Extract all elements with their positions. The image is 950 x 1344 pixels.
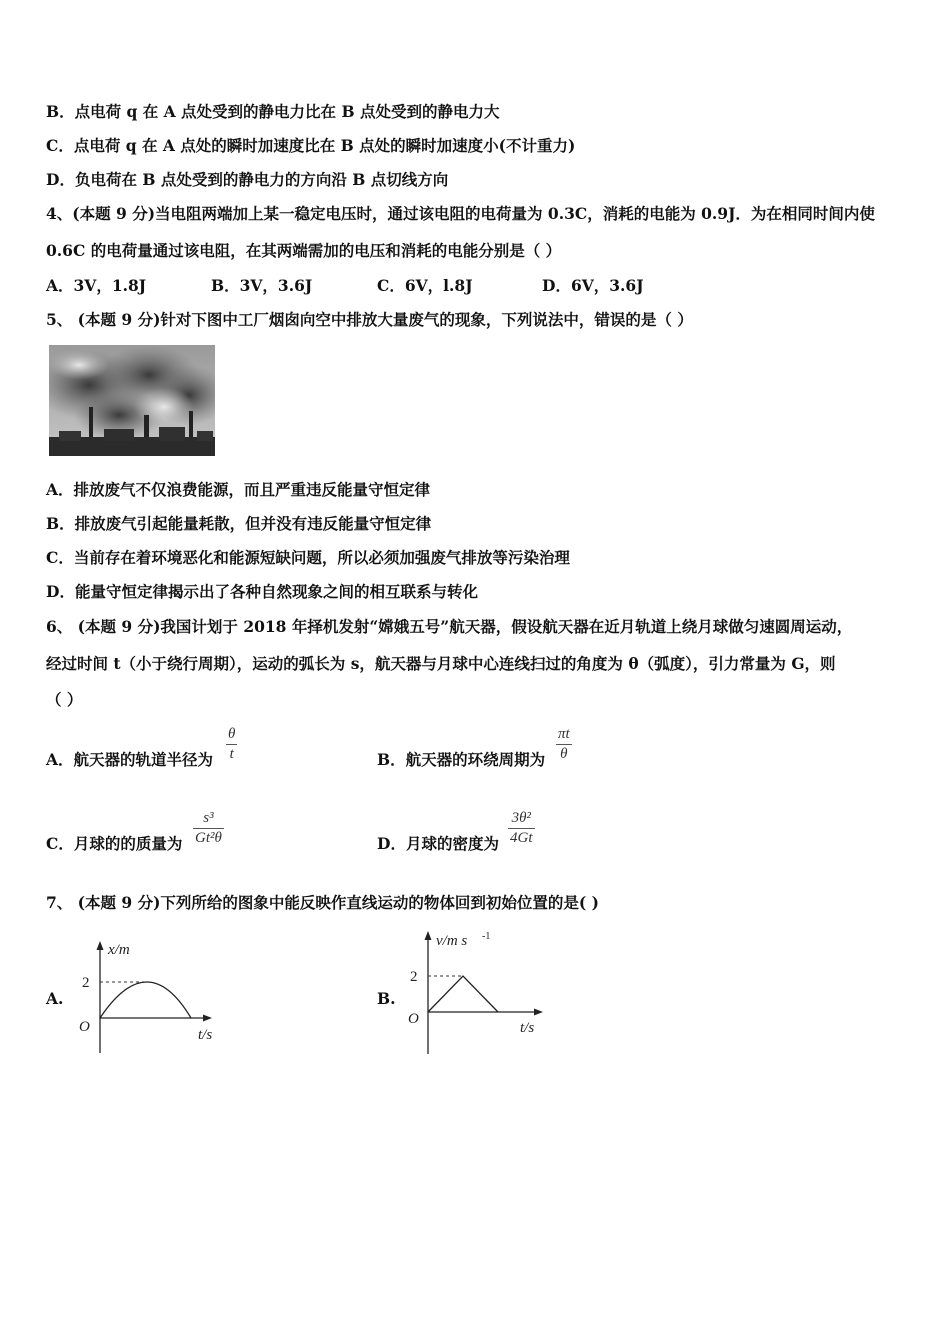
q7-option-b-graph [400, 926, 550, 1058]
q6-option-a-fraction [226, 726, 237, 763]
tick-label: 2 [82, 975, 90, 991]
q7-option-a-graph [70, 938, 230, 1060]
x-axis-arrow-icon [534, 1009, 543, 1016]
q3-option-b: B．点电荷 q 在 A 点处受到的静电力比在 B 点处受到的静电力大 [46, 102, 500, 121]
q5-option-a: A．排放废气不仅浪费能源，而且严重违反能量守恒定律 [46, 480, 431, 499]
q6-option-c-fraction [193, 810, 224, 847]
q5-option-c: C．当前存在着环境恶化和能源短缺问题，所以必须加强废气排放等污染治理 [46, 548, 570, 567]
q7-option-a-label: A. [46, 989, 64, 1008]
y-axis-label: v/m s [436, 933, 468, 949]
fraction-bar [556, 744, 572, 745]
q5-option-d: D．能量守恒定律揭示出了各种自然现象之间的相互联系与转化 [46, 582, 478, 601]
fraction-bar [226, 744, 237, 745]
velocity-line [428, 976, 498, 1012]
q3-option-c: C．点电荷 q 在 A 点处的瞬时加速度比在 B 点处的瞬时加速度小(不计重力) [46, 136, 576, 155]
fraction-bar [193, 828, 224, 829]
q4-option-c: C．6V，l.8J [377, 276, 473, 295]
q6-option-d-fraction [508, 810, 535, 847]
q7-stem: 7、 (本题 9 分)下列所给的图象中能反映作直线运动的物体回到初始位置的是( ) [46, 893, 599, 912]
y-axis-label-superscript: -1 [482, 931, 491, 942]
q6-stem-line3: （ ） [46, 690, 83, 709]
q5-option-b: B．排放废气引起能量耗散，但并没有违反能量守恒定律 [46, 514, 432, 533]
q5-stem: 5、 (本题 9 分)针对下图中工厂烟囱向空中排放大量废气的现象，下列说法中，错误的是（ ） [46, 310, 693, 329]
y-axis-arrow-icon [97, 941, 104, 950]
q6-stem-line1: 6、 (本题 9 分)我国计划于 2018 年择机发射“嫦娥五号”航天器，假设航天器在近月轨道上绕月球做匀速圆周运动， [46, 617, 853, 636]
q6-option-b-label: B．航天器的环绕周期为 [377, 750, 546, 769]
y-axis-label: x/m [108, 942, 130, 958]
q7-option-b-label: B. [377, 989, 396, 1008]
fraction-numerator: πt [558, 726, 570, 742]
factory-smoke-photo [49, 345, 215, 456]
fraction-numerator: θ [228, 726, 236, 742]
fraction-denominator: Gt²θ [195, 830, 222, 846]
q4-option-d: D．6V，3.6J [542, 276, 644, 295]
fraction-bar [508, 828, 535, 829]
q4-stem-line2: 0.6C 的电荷量通过该电阻，在其两端需加的电压和消耗的电能分别是（ ） [46, 241, 562, 260]
x-axis-arrow-icon [203, 1015, 212, 1022]
fraction-denominator: 4Gt [510, 830, 533, 846]
y-axis-arrow-icon [425, 931, 432, 940]
q4-option-b: B．3V，3.6J [211, 276, 313, 295]
origin-label: O [79, 1019, 90, 1035]
fraction-denominator: θ [560, 746, 568, 762]
q6-option-d-label: D．月球的密度为 [377, 834, 499, 853]
q4-option-a: A．3V，1.8J [46, 276, 147, 295]
q6-option-c-label: C．月球的的质量为 [46, 834, 183, 853]
origin-label: O [408, 1011, 419, 1027]
x-axis-label: t/s [198, 1027, 213, 1043]
fraction-numerator: 3θ² [511, 810, 531, 826]
q4-stem-line1: 4、(本题 9 分)当电阻两端加上某一稳定电压时，通过该电阻的电荷量为 0.3C，消耗的电能为 0.9J．为在相同时间内使 [46, 204, 875, 223]
q3-option-d: D．负电荷在 B 点处受到的静电力的方向沿 B 点切线方向 [46, 170, 449, 189]
parabola-curve [100, 982, 191, 1018]
x-axis-label: t/s [520, 1020, 535, 1036]
q6-option-a-label: A．航天器的轨道半径为 [46, 750, 214, 769]
q6-stem-line2: 经过时间 t（小于绕行周期），运动的弧长为 s，航天器与月球中心连线扫过的角度为 θ（弧度），引力常量为 G，则 [46, 654, 836, 673]
fraction-denominator: t [229, 746, 234, 762]
tick-label: 2 [410, 969, 418, 985]
q6-option-b-fraction [556, 726, 572, 763]
fraction-numerator: s³ [203, 810, 214, 826]
